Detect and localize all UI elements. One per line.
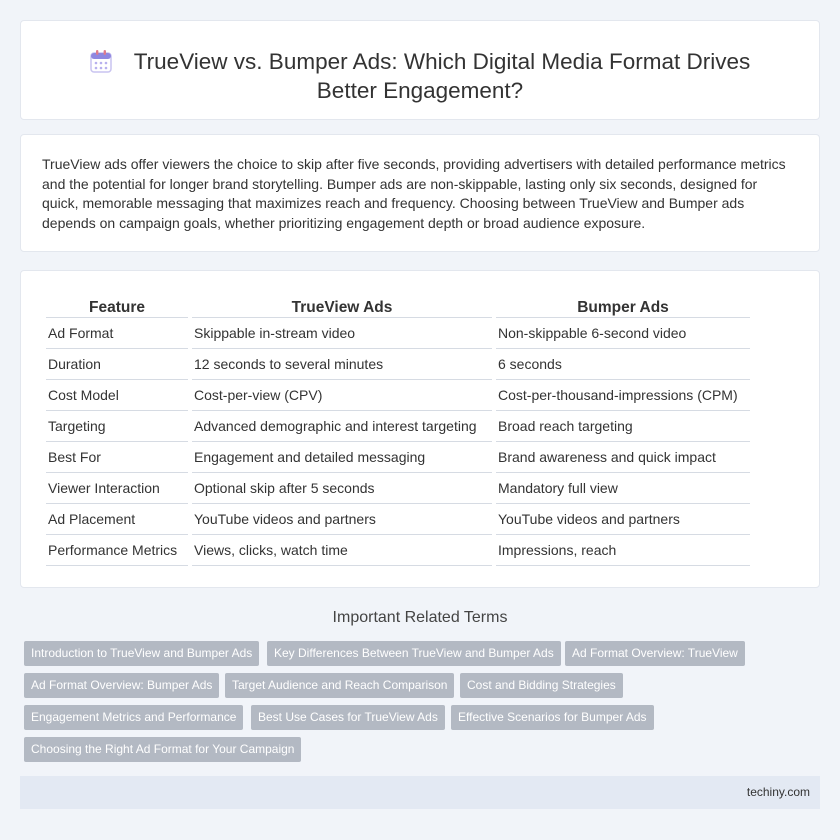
- table-cell: Ad Placement: [46, 504, 188, 535]
- table-cell: Best For: [46, 442, 188, 473]
- table-cell: YouTube videos and partners: [192, 504, 492, 535]
- table-cell: Targeting: [46, 411, 188, 442]
- related-term-tag[interactable]: Ad Format Overview: Bumper Ads: [24, 673, 219, 698]
- table-header-row: [46, 297, 750, 318]
- table-cell: Engagement and detailed messaging: [192, 442, 492, 473]
- related-term-tag[interactable]: Ad Format Overview: TrueView: [565, 641, 745, 666]
- table-row: [46, 380, 750, 411]
- related-term-tag[interactable]: Target Audience and Reach Comparison: [225, 673, 454, 698]
- table-cell: Skippable in-stream video: [192, 318, 492, 349]
- table-cell: Impressions, reach: [496, 535, 750, 566]
- column-header-bumper: Bumper Ads: [496, 297, 750, 318]
- table-cell: Viewer Interaction: [46, 473, 188, 504]
- table-cell: Cost Model: [46, 380, 188, 411]
- header-card: [20, 20, 820, 120]
- table-cell: Ad Format: [46, 318, 188, 349]
- table-cell: Optional skip after 5 seconds: [192, 473, 492, 504]
- table-cell: YouTube videos and partners: [496, 504, 750, 535]
- table-cell: Duration: [46, 349, 188, 380]
- table-row: [46, 473, 750, 504]
- related-term-tag[interactable]: Engagement Metrics and Performance: [24, 705, 243, 730]
- table-cell: Advanced demographic and interest targeting: [192, 411, 492, 442]
- intro-paragraph: TrueView ads offer viewers the choice to skip after five seconds, providing advertisers with detailed performance metrics and the potential for longer brand storytelling. Bumper ads are non-skippable, lasting only six seconds, designed for quick, memorable messaging that maximizes reach and frequency. Choosing between TrueView and Bumper ads depends on campaign goals, whether prioritizing engagement depth or broad audience exposure.: [42, 156, 786, 231]
- related-term-tag[interactable]: Key Differences Between TrueView and Bumper Ads: [267, 641, 561, 666]
- comparison-table: [42, 297, 754, 566]
- related-term-tag[interactable]: Choosing the Right Ad Format for Your Campaign: [24, 737, 301, 762]
- table-cell: Views, clicks, watch time: [192, 535, 492, 566]
- table-row: [46, 442, 750, 473]
- page-title-text: TrueView vs. Bumper Ads: Which Digital Media Format Drives Better Engagement?: [133, 49, 751, 103]
- intro-card: [20, 134, 820, 252]
- table-row: [46, 349, 750, 380]
- table-cell: 12 seconds to several minutes: [192, 349, 492, 380]
- column-header-feature: Feature: [46, 297, 188, 318]
- column-header-trueview: TrueView Ads: [192, 297, 492, 318]
- table-cell: Brand awareness and quick impact: [496, 442, 750, 473]
- related-terms-heading: Important Related Terms: [332, 609, 508, 626]
- table-cell: Performance Metrics: [46, 535, 188, 566]
- table-row: [46, 411, 750, 442]
- related-term-tag[interactable]: Cost and Bidding Strategies: [460, 673, 623, 698]
- table-row: [46, 535, 750, 566]
- table-cell: Broad reach targeting: [496, 411, 750, 442]
- footer-site-name: techiny.com: [746, 785, 810, 799]
- table-cell: Cost-per-view (CPV): [192, 380, 492, 411]
- table-row: [46, 504, 750, 535]
- related-term-tag[interactable]: Effective Scenarios for Bumper Ads: [451, 705, 654, 730]
- page-title: [81, 47, 759, 105]
- related-term-tag[interactable]: Best Use Cases for TrueView Ads: [251, 705, 445, 730]
- table-cell: Cost-per-thousand-impressions (CPM): [496, 380, 750, 411]
- table-cell: Non-skippable 6-second video: [496, 318, 750, 349]
- table-row: [46, 318, 750, 349]
- calendar-icon: [90, 49, 112, 73]
- table-cell: 6 seconds: [496, 349, 750, 380]
- footer: [20, 776, 820, 809]
- comparison-table-card: [20, 270, 820, 588]
- table-cell: Mandatory full view: [496, 473, 750, 504]
- related-term-tag[interactable]: Introduction to TrueView and Bumper Ads: [24, 641, 259, 666]
